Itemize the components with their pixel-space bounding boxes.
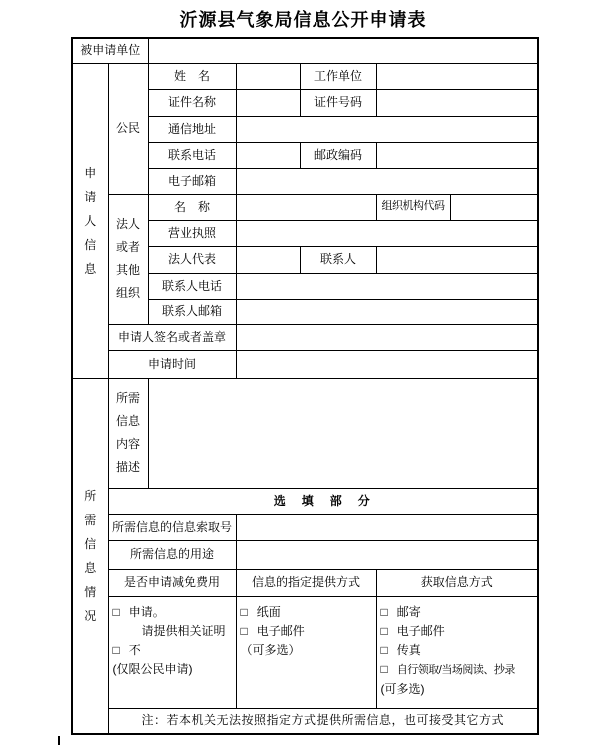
fee-waiver-restriction-note: (仅限公民申请) — [112, 661, 193, 676]
fee-waiver-apply-note: 请提供相关证明 — [141, 623, 226, 638]
section-label-required-info: 所 需 信 息 情 况 — [72, 378, 108, 734]
label-email: 电子邮箱 — [148, 168, 236, 194]
group-label-citizen: 公民 — [108, 63, 148, 194]
checkbox-icon[interactable]: □ — [380, 661, 388, 676]
fee-waiver-options-cell — [108, 596, 236, 708]
label-applied-unit: 被申请单位 — [72, 38, 148, 63]
field-legal-representative-value[interactable] — [236, 246, 300, 273]
provide-method-options-cell — [236, 596, 376, 708]
obtain-method-options-cell — [376, 596, 538, 708]
option-provide-paper[interactable] — [241, 603, 374, 622]
label-legal-representative: 法人代表 — [148, 246, 236, 273]
text-cursor — [58, 736, 60, 745]
field-name-value[interactable] — [236, 63, 300, 89]
label-org-contact-phone: 联系人电话 — [148, 273, 236, 299]
section-label-applicant-info: 申 请 人 信 息 — [72, 63, 108, 378]
checkbox-icon[interactable]: □ — [112, 604, 120, 619]
option-provide-email[interactable] — [241, 622, 374, 641]
field-email-value[interactable] — [236, 168, 538, 194]
field-contact-person-value[interactable] — [376, 246, 538, 273]
field-org-contact-email-value[interactable] — [236, 299, 538, 324]
header-provide-method: 信息的指定提供方式 — [236, 569, 376, 596]
label-signature: 申请人签名或者盖章 — [108, 324, 236, 350]
option-label: 传真 — [396, 642, 421, 657]
label-mailing-address: 通信地址 — [148, 116, 236, 142]
field-cert-name-value[interactable] — [236, 89, 300, 116]
option-obtain-mail[interactable] — [381, 603, 536, 622]
page-title: 沂源县气象局信息公开申请表 — [179, 10, 427, 30]
option-label: 申请。 — [128, 604, 165, 619]
label-org-name: 名 称 — [148, 194, 236, 220]
field-business-license-value[interactable] — [236, 220, 538, 246]
field-mailing-address-value[interactable] — [236, 116, 538, 142]
label-work-unit: 工作单位 — [300, 63, 376, 89]
field-cert-number-value[interactable] — [376, 89, 538, 116]
field-info-description-value[interactable] — [148, 378, 538, 488]
label-org-contact-email: 联系人邮箱 — [148, 299, 236, 324]
header-fee-waiver: 是否申请减免费用 — [108, 569, 236, 596]
field-apply-time-value[interactable] — [236, 350, 538, 378]
field-org-name-value[interactable] — [236, 194, 376, 220]
option-label: 电子邮件 — [256, 623, 305, 638]
label-org-code: 组织机构代码 — [376, 194, 450, 220]
field-applied-unit-value[interactable] — [148, 38, 538, 63]
label-apply-time: 申请时间 — [108, 350, 236, 378]
provide-method-note: （可多选） — [240, 642, 301, 657]
footer-note: 注：若本机关无法按照指定方式提供所需信息，也可接受其它方式 — [108, 708, 538, 734]
field-work-unit-value[interactable] — [376, 63, 538, 89]
checkbox-icon[interactable]: □ — [240, 604, 248, 619]
label-info-index-number: 所需信息的信息索取号 — [108, 514, 236, 540]
option-label: 邮寄 — [396, 604, 421, 619]
field-signature-value[interactable] — [236, 324, 538, 350]
label-business-license: 营业执照 — [148, 220, 236, 246]
option-obtain-fax[interactable] — [381, 641, 536, 660]
field-contact-phone-value[interactable] — [236, 142, 300, 168]
group-label-organization: 法人 或者 其他 组织 — [108, 194, 148, 324]
option-fee-waiver-no[interactable] — [113, 641, 234, 660]
optional-section-title: 选 填 部 分 — [108, 488, 538, 514]
checkbox-icon[interactable]: □ — [380, 623, 388, 638]
label-contact-phone: 联系电话 — [148, 142, 236, 168]
field-org-code-value[interactable] — [450, 194, 538, 220]
label-contact-person: 联系人 — [300, 246, 376, 273]
label-postal-code: 邮政编码 — [300, 142, 376, 168]
checkbox-icon[interactable]: □ — [380, 642, 388, 657]
option-obtain-email[interactable] — [381, 622, 536, 641]
option-obtain-self-pickup[interactable] — [381, 660, 536, 680]
field-org-contact-phone-value[interactable] — [236, 273, 538, 299]
option-label: 自行领取/当场阅读、抄录 — [396, 663, 515, 676]
field-postal-code-value[interactable] — [376, 142, 538, 168]
option-label: 纸面 — [256, 604, 281, 619]
label-info-usage: 所需信息的用途 — [108, 540, 236, 569]
obtain-method-note: (可多选) — [380, 681, 425, 696]
field-info-usage-value[interactable] — [236, 540, 538, 569]
checkbox-icon[interactable]: □ — [112, 642, 120, 657]
label-cert-number: 证件号码 — [300, 89, 376, 116]
field-info-index-number-value[interactable] — [236, 514, 538, 540]
option-label: 电子邮件 — [396, 623, 445, 638]
option-fee-waiver-apply[interactable] — [113, 603, 234, 622]
label-info-description: 所需 信息 内容 描述 — [108, 378, 148, 488]
checkbox-icon[interactable]: □ — [380, 604, 388, 619]
checkbox-icon[interactable]: □ — [240, 623, 248, 638]
label-cert-name: 证件名称 — [148, 89, 236, 116]
label-name: 姓 名 — [148, 63, 236, 89]
header-obtain-method: 获取信息方式 — [376, 569, 538, 596]
option-label: 不 — [128, 642, 141, 657]
application-form-table — [71, 37, 539, 735]
